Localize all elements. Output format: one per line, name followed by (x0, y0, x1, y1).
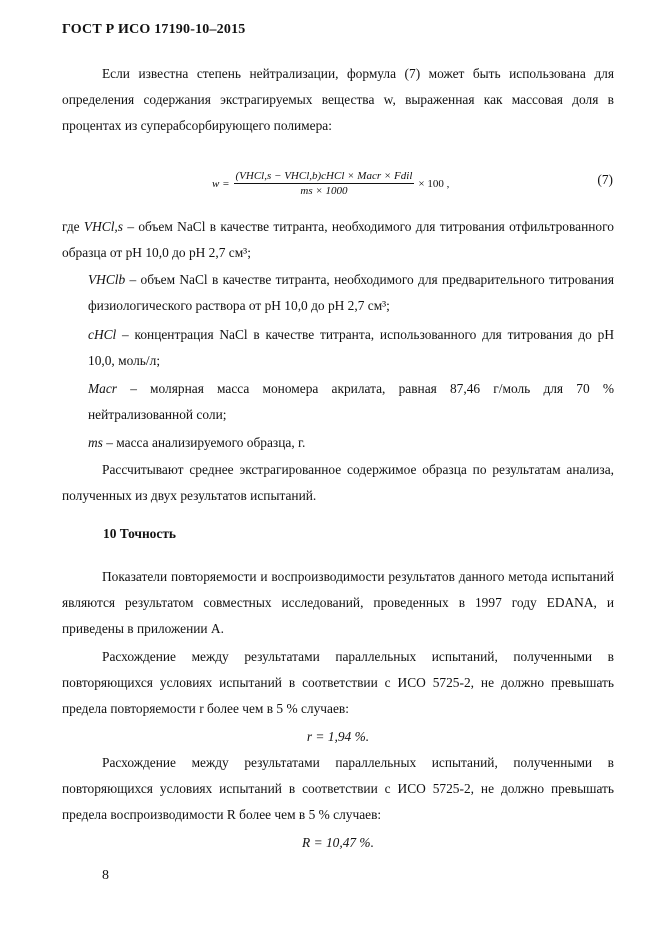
formula-number: (7) (597, 172, 613, 187)
definition-vhcl-b (88, 267, 614, 319)
definition-text: – концентрация NaCl в качестве титранта, использованного для титрования до pH 10,0, моль/л; (88, 327, 614, 368)
formula-7 (212, 170, 449, 197)
definition-symbol: VHCl,s (83, 219, 123, 234)
definition-text: – объем NaCl в качестве титранта, необходимого для титрования отфильтрованного образца от pH 10,0 до pH 2,7 см³; (62, 219, 614, 260)
definition-text: – масса анализируемого образца, г. (106, 435, 306, 450)
definition-symbol: cHCl (88, 327, 117, 342)
formula-denominator: ms × 1000 (300, 185, 348, 197)
definition-symbol: Macr (88, 381, 118, 396)
definition-text: – объем NaCl в качестве титранта, необходимого для предварительного титрования физиологического раствора от pH 10,0 до pH 2,7 см³; (88, 272, 614, 313)
formula-fraction (234, 170, 415, 197)
definition-chcl (88, 322, 614, 374)
formula-numerator: (VHCl,s − VHCl,b)cHCl × Macr × Fdil (235, 170, 413, 182)
definition-ms (88, 430, 614, 456)
page-header: ГОСТ Р ИСО 17190-10–2015 (62, 22, 246, 37)
definition-prefix: где (62, 219, 80, 234)
reproducibility-value: R = 10,47 %. (302, 835, 374, 850)
intro-paragraph: Если известна степень нейтрализации, формула (7) может быть использована для определения содержания экстрагируемых вещества w, выраженная как массовая доля в процентах из суперабсорбирующего полимера: (62, 66, 614, 133)
definition-text: – молярная масса мономера акрилата, равная 87,46 г/моль для 70 % нейтрализованной соли; (88, 381, 614, 422)
repeatability-value: r = 1,94 %. (306, 729, 370, 744)
average-paragraph: Рассчитывают среднее экстрагированное содержимое образца по результатам анализа, полученных из двух результатов испытаний. (62, 462, 614, 503)
definition-macr (88, 376, 614, 428)
precision-paragraph-2: Расхождение между результатами параллельных испытаний, полученными в повторяющихся условиях испытаний в соответствии с ИСО 5725-2, не должно превышать предела повторяемости r более чем в 5 % случаев: (62, 649, 614, 716)
precision-paragraph-1: Показатели повторяемости и воспроизводимости результатов данного метода испытаний являются результатом совместных исследований, проведенных в 1997 году EDANA, и приведены в приложении А. (62, 569, 614, 636)
definition-symbol: VHClb (88, 272, 126, 287)
page-number: 8 (102, 868, 109, 883)
formula-lhs: w = (212, 177, 230, 190)
section-title: 10 Точность (103, 526, 176, 541)
definition-symbol: ms (88, 435, 103, 450)
definition-vhcl-s (62, 214, 614, 266)
formula-tail: × 100 , (418, 177, 450, 190)
precision-paragraph-3: Расхождение между результатами параллельных испытаний, полученными в повторяющихся условиях испытаний в соответствии с ИСО 5725-2, не должно превышать предела воспроизводимости R более чем в 5 % случаев: (62, 755, 614, 822)
